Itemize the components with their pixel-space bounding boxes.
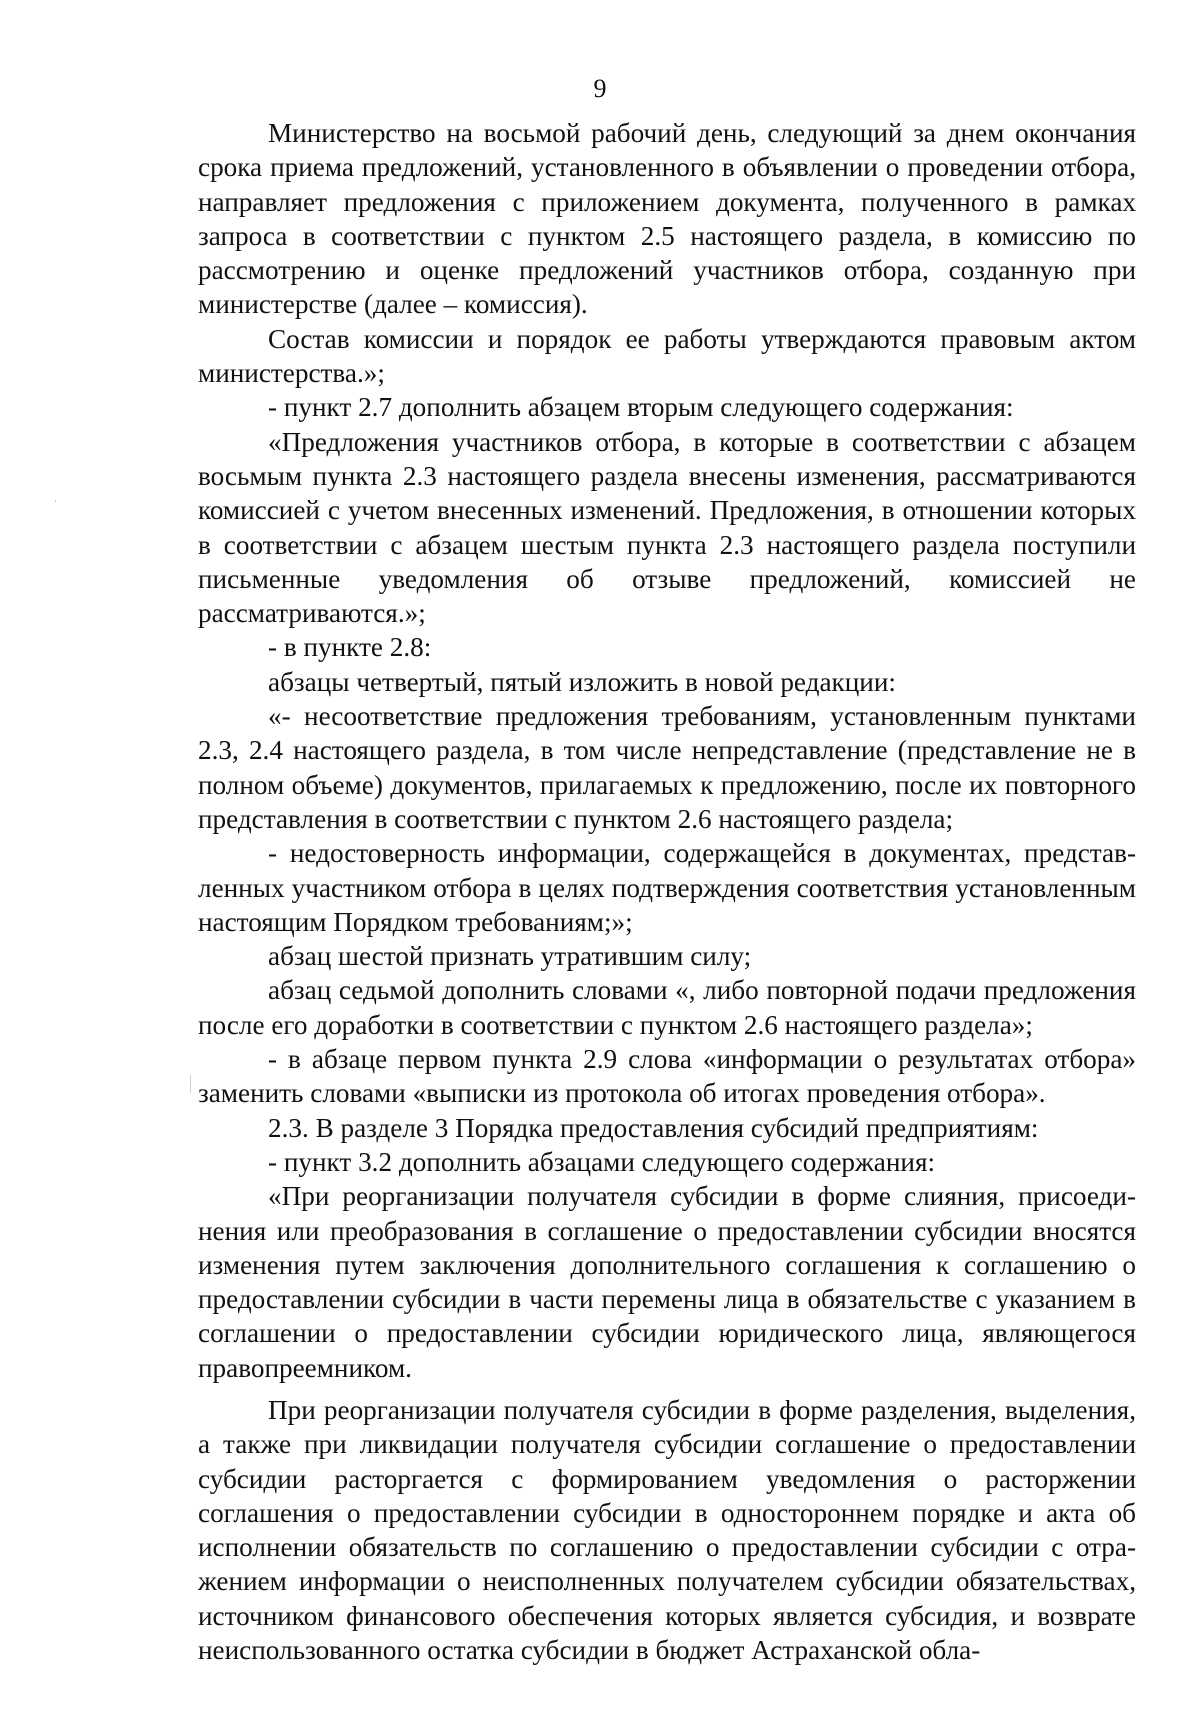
paragraph-seventh-supplement: абзац седьмой дополнить словами «, либо повторной подачи предложения после его доработки в соответствии с пунктом 2.6 настоящего раздела»; <box>198 975 1136 1040</box>
scan-artifact <box>55 500 56 502</box>
scan-artifact <box>190 1075 191 1093</box>
paragraph-item-2-8: - в пункте 2.8: <box>268 632 432 663</box>
paragraph-commission-composition: Состав комиссии и порядок ее работы утверждаются правовым актом министерства.»; <box>198 323 1136 389</box>
paragraph-nonconformity: «- несоответствие предложения требованиям, установленным пунктами 2.3, 2.4 настоящего раздела, в том числе непредставление (представление не в полном объеме) документов, прилагаемых к предложению, после их повторного представления в соответствии с пунктом 2.6 настоящего раздела; <box>198 701 1136 834</box>
paragraph-sixth-void: абзац шестой признать утратившим силу; <box>268 941 752 972</box>
paragraph-item-2-7: - пункт 2.7 дополнить абзацем вторым следующего содержания: <box>268 392 1014 423</box>
paragraph-item-3-2: - пункт 3.2 дополнить абзацами следующего содержания: <box>268 1146 936 1177</box>
paragraph-new-edition: абзацы четвертый, пятый изложить в новой редакции: <box>268 666 896 697</box>
paragraph-section-2-3: 2.3. В разделе 3 Порядка предоставления субсидий предприятиям: <box>268 1112 1039 1143</box>
paragraph-unreliability: - недостоверность информации, содержащейся в документах, представленных участником отбора в целях подтверждения соответствия установленным настоящим Порядком требованиям;»; <box>198 838 1136 937</box>
document-body <box>198 116 1136 1667</box>
page-number: 9 <box>593 74 607 103</box>
paragraph-item-2-9: - в абзаце первом пункта 2.9 слова «информации о результатах отбора» заменить словами «выписки из протокола об итогах проведения отбора». <box>198 1044 1136 1109</box>
paragraph-proposals-considered: «Предложения участников отбора, в которые в соответствии с абзацем восьмым пункта 2.3 настоящего раздела внесены изменения, рассматриваются комиссией с учетом внесенных изменений. Предложения, в отношении которых в соответствии с абзацем шестым пункта 2.3 настоящего раздела поступили письменные уведомления об отзыве предложений, комиссией не рассматриваются.»; <box>198 426 1136 629</box>
paragraph-reorganization-division: При реорганизации получателя субсидии в форме разделения, выделения, а также при ликвидации получателя субсидии соглашение о предоставлении субсидии расторгается с формированием уведомления о расторжении соглашения о предоставлении субсидии в одностороннем порядке и акта об исполнении обязательств по соглашению о предоставлении субсидии с отражением информации о неисполненных получателем субсидии обязательствах, источником финансового обеспечения которых является субсидия, и возврате неиспользованного остатка субсидии в бюджет Астраханской обла- <box>198 1394 1136 1666</box>
paragraph-ministry-sends-proposals: Министерство на восьмой рабочий день, следующий за днем окончания срока приема предложений, установленного в объявлении о проведении отбора, направляет предложения с приложением документа, полученного в рамках запроса в соответствии с пунктом 2.5 настоящего раздела, в комиссию по рассмотрению и оценке предложений участников отбора, созданную при министерстве (далее – комиссия). <box>198 118 1136 320</box>
paragraph-reorganization-merger: «При реорганизации получателя субсидии в форме слияния, присоединения или преобразования в соглашение о предоставлении субсидии вносятся изменения путем заключения дополнительного соглашения к соглашению о предоставлении субсидии в части перемены лица в обязательстве с указанием в соглашении о предоставлении субсидии юридического лица, являющегося правопреемником. <box>198 1181 1136 1383</box>
